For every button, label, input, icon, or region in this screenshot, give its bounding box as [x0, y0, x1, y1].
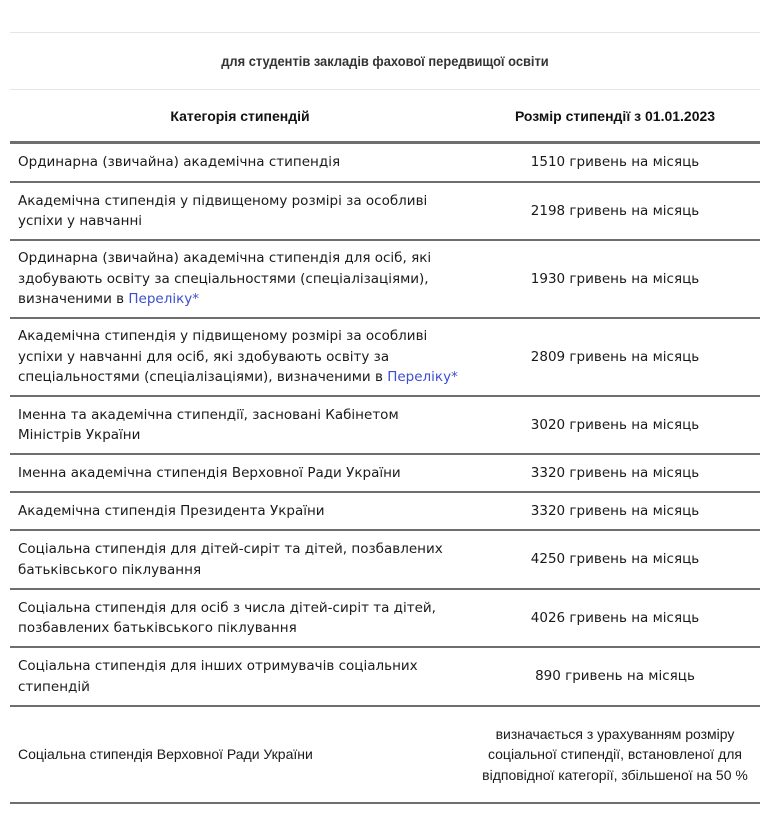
table-title-row — [10, 32, 760, 90]
row-amount: 1930 гривень на місяць — [530, 270, 700, 287]
row-amount: 3020 гривень на місяць — [530, 416, 700, 433]
row-amount: 1510 гривень на місяць — [530, 154, 700, 171]
row-category: Академічна стипендія Президента України — [18, 502, 325, 519]
table-row — [10, 397, 760, 455]
row-amount: 3320 гривень на місяць — [530, 502, 700, 519]
row-category: Соціальна стипендія для дітей-сиріт та дітей, позбавлених батьківського піклування — [18, 541, 443, 578]
perelik-link[interactable]: Переліку* — [387, 369, 458, 386]
table-row — [10, 590, 760, 648]
row-amount: визначається з урахуванням розміру соціальної стипендії, встановленої для відповідної категорії, збільшеної на 50 % — [482, 725, 748, 783]
row-amount: 4026 гривень на місяць — [530, 609, 700, 626]
table-row — [10, 707, 760, 804]
table-row — [10, 531, 760, 590]
scholarship-table — [10, 32, 760, 804]
row-amount: 4250 гривень на місяць — [530, 551, 700, 568]
header-amount: Розмір стипендії з 01.01.2023 — [514, 107, 716, 124]
table-row — [10, 319, 760, 397]
perelik-link[interactable]: Переліку* — [128, 291, 199, 308]
table-title: для студентів закладів фахової передвищої освіти — [221, 53, 549, 69]
header-category: Категорія стипендій — [170, 107, 310, 124]
row-category: Ординарна (звичайна) академічна стипендія — [18, 154, 341, 171]
row-category-text: Ординарна (звичайна) академічна стипендія для осіб, які здобувають освіту за спеціальностями (спеціалізаціями), визначеними в — [18, 250, 432, 308]
table-row — [10, 144, 760, 183]
table-row — [10, 455, 760, 493]
table-row — [10, 241, 760, 319]
row-amount: 3320 гривень на місяць — [530, 464, 700, 481]
row-amount: 890 гривень на місяць — [535, 668, 695, 685]
row-category: Академічна стипендія у підвищеному розмірі за особливі успіхи у навчанні — [18, 192, 428, 229]
row-amount: 2198 гривень на місяць — [530, 202, 700, 219]
row-category-text: Академічна стипендія у підвищеному розмірі за особливі успіхи у навчанні для осіб, які здобувають освіту за спеціальностями (спеціалізаціями), визначеними в — [18, 328, 428, 386]
row-category: Іменна академічна стипендія Верховної Ради України — [18, 464, 401, 481]
table-row — [10, 648, 760, 707]
row-category: Іменна та академічна стипендії, засновані Кабінетом Міністрів України — [18, 406, 399, 443]
row-category: Соціальна стипендія Верховної Ради України — [18, 746, 313, 763]
row-category — [10, 248, 470, 310]
table-header-row — [10, 90, 760, 144]
row-category: Соціальна стипендія для осіб з числа дітей-сиріт та дітей, позбавлених батьківського піклування — [18, 599, 436, 636]
row-amount: 2809 гривень на місяць — [530, 348, 700, 365]
row-category — [10, 326, 470, 388]
row-category: Соціальна стипендія для інших отримувачів соціальних стипендій — [18, 658, 418, 695]
table-row — [10, 493, 760, 531]
table-row — [10, 183, 760, 241]
